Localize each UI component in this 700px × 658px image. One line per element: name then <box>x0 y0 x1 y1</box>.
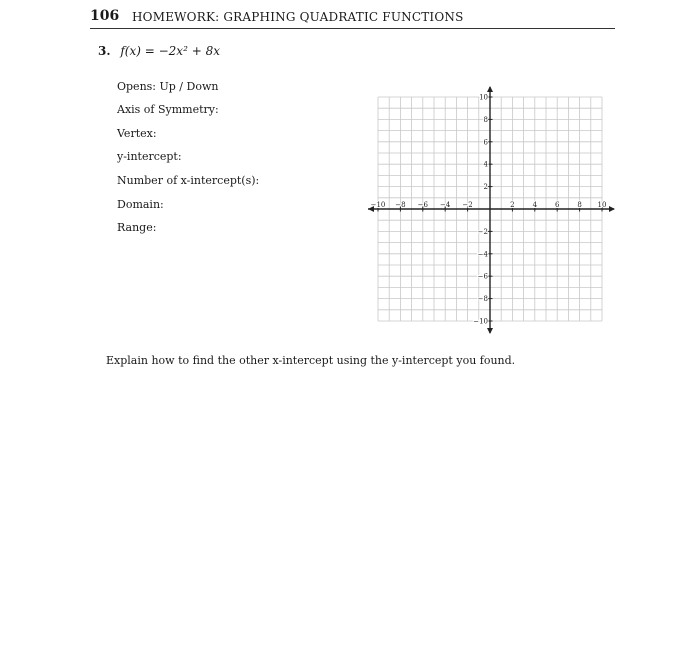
y-axis-down-arrow-icon <box>487 328 493 334</box>
y-tick-label: −2 <box>477 227 488 236</box>
x-tick-label: −2 <box>462 201 473 209</box>
y-tick-label: 8 <box>483 115 488 124</box>
y-tick-label: −6 <box>477 272 488 281</box>
axes <box>368 86 615 334</box>
page-header <box>90 8 615 29</box>
x-tick-label: 4 <box>532 201 538 209</box>
coordinate-grid <box>366 83 622 339</box>
x-tick-label: −4 <box>440 201 451 209</box>
y-tick-label: 10 <box>479 93 488 102</box>
field-y-intercept: y-intercept: <box>117 150 182 163</box>
problem-number: 3. <box>98 44 111 58</box>
x-tick-label: 6 <box>554 201 560 209</box>
page-number: 106 <box>90 8 120 24</box>
y-tick-label: 6 <box>483 138 488 147</box>
problem-function: f(x) = −2x² + 8x <box>120 44 220 58</box>
x-tick-label: 2 <box>510 201 515 209</box>
field-vertex: Vertex: <box>117 127 157 140</box>
x-tick-label: −10 <box>370 201 386 209</box>
y-axis-up-arrow-icon <box>487 86 493 92</box>
field-axis-of-symmetry: Axis of Symmetry: <box>117 103 219 116</box>
y-tick-label: 2 <box>483 183 488 192</box>
y-tick-label: 4 <box>483 160 488 169</box>
page-title: HOMEWORK: GRAPHING QUADRATIC FUNCTIONS <box>132 10 464 24</box>
x-tick-label: −6 <box>417 201 428 209</box>
y-tick-label: −10 <box>473 317 488 326</box>
explain-prompt: Explain how to find the other x-intercept using the y-intercept you found. <box>106 354 516 367</box>
field-opens: Opens: Up / Down <box>117 80 219 93</box>
field-range: Range: <box>117 221 157 234</box>
y-tick-label: −8 <box>477 295 488 304</box>
x-tick-label: 8 <box>577 201 582 209</box>
field-x-intercepts: Number of x-intercept(s): <box>117 174 260 187</box>
x-tick-label: −8 <box>395 201 406 209</box>
y-tick-label: −4 <box>477 250 488 259</box>
field-domain: Domain: <box>117 198 164 211</box>
x-tick-label: 10 <box>597 201 607 209</box>
x-axis-right-arrow-icon <box>609 206 615 212</box>
problem-statement <box>98 44 220 58</box>
